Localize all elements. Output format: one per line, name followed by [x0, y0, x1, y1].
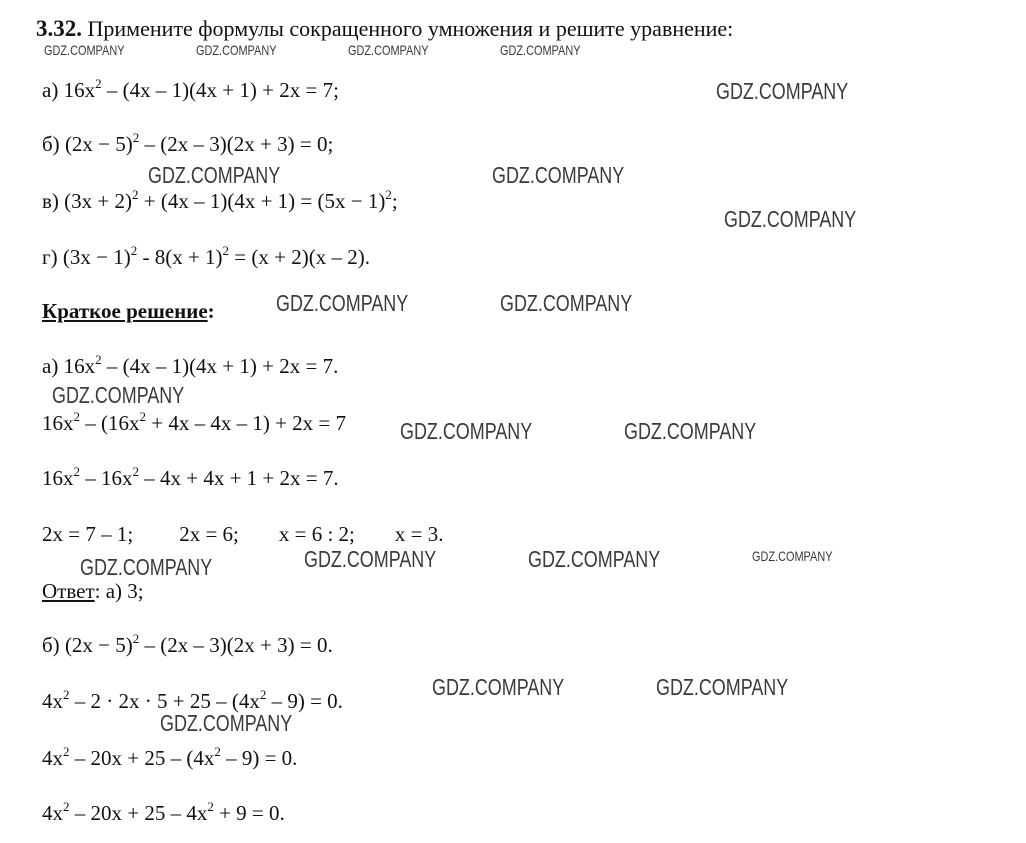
exponent: 2: [214, 744, 221, 759]
exponent: 2: [130, 243, 138, 258]
watermark: GDZ.COMPANY: [724, 206, 857, 232]
heading-text: Краткое решение: [42, 299, 208, 323]
solution-heading: [42, 298, 215, 324]
exponent: 2: [73, 409, 80, 424]
item-label: а): [42, 78, 59, 102]
exponent: 2: [207, 799, 214, 814]
eq-part: 4x: [42, 801, 63, 825]
eq-part: = (x + 2)(x – 2).: [229, 245, 370, 269]
answer-line: [42, 578, 144, 604]
item-label: г): [42, 245, 58, 269]
task-a: [42, 77, 339, 103]
eq-part: 4x: [42, 746, 63, 770]
eq-part: 2x = 6;: [179, 522, 239, 546]
eq-part: 2x = 7 – 1;: [42, 522, 134, 546]
watermark: GDZ.COMPANY: [752, 548, 833, 564]
exponent: 2: [73, 464, 80, 479]
task-g: [42, 244, 370, 270]
exponent: 2: [132, 631, 140, 646]
eq-part: (2x − 5): [64, 132, 133, 156]
eq-part: – (2x – 3)(2x + 3) = 0;: [139, 132, 334, 156]
watermark: GDZ.COMPANY: [348, 42, 429, 58]
eq-part: – (2x – 3)(2x + 3) = 0.: [139, 633, 333, 657]
solution-a-line-2: [42, 465, 339, 491]
watermark: GDZ.COMPANY: [500, 290, 633, 316]
item-label: в): [42, 189, 59, 213]
eq-part: - 8(x + 1): [137, 245, 223, 269]
watermark: GDZ.COMPANY: [716, 78, 849, 104]
answer-label: Ответ: [42, 579, 95, 603]
exponent: 2: [63, 687, 70, 702]
eq-part: – 9) = 0.: [220, 746, 298, 770]
watermark: GDZ.COMPANY: [528, 546, 661, 572]
watermark: GDZ.COMPANY: [52, 382, 185, 408]
eq-part: – 2 · 2x · 5 + 25 – (4x: [69, 689, 260, 713]
watermark: GDZ.COMPANY: [44, 42, 125, 58]
watermark: GDZ.COMPANY: [304, 546, 437, 572]
heading-colon: :: [207, 299, 215, 323]
exponent: 2: [95, 76, 102, 91]
answer-text: : а) 3;: [94, 579, 144, 603]
watermark: GDZ.COMPANY: [276, 290, 409, 316]
watermark: GDZ.COMPANY: [196, 42, 277, 58]
task-b: [42, 131, 333, 157]
exponent: 2: [63, 799, 70, 814]
solution-b-line-3: [42, 800, 285, 826]
solution-a-line-1: [42, 410, 346, 436]
solution-b-line-2: [42, 745, 297, 771]
eq-part: – 16x: [80, 466, 133, 490]
eq-part: – (4x – 1)(4x + 1) + 2x = 7.: [101, 354, 339, 378]
eq-part: (2x − 5): [64, 633, 133, 657]
exponent: 2: [132, 130, 140, 145]
watermark: GDZ.COMPANY: [148, 162, 281, 188]
eq-part: – (4x – 1)(4x + 1) + 2x = 7;: [101, 78, 339, 102]
solution-a-line-3: [42, 521, 443, 547]
eq-part: + 9 = 0.: [213, 801, 285, 825]
exponent: 2: [132, 187, 139, 202]
eq-part: – 20x + 25 – 4x: [69, 801, 208, 825]
exponent: 2: [95, 352, 102, 367]
solution-b-line-0: [42, 632, 333, 658]
exponent: 2: [139, 409, 146, 424]
eq-part: 16x: [42, 466, 74, 490]
eq-part: x = 6 : 2;: [278, 522, 355, 546]
task-title: [36, 16, 733, 42]
solution-a-line-0: [42, 353, 338, 379]
watermark: GDZ.COMPANY: [400, 418, 533, 444]
exponent: 2: [63, 744, 70, 759]
eq-part: 16x: [63, 78, 96, 102]
eq-part: 4x: [42, 689, 63, 713]
eq-part: – 4x + 4x + 1 + 2x = 7.: [139, 466, 339, 490]
watermark: GDZ.COMPANY: [500, 42, 581, 58]
exponent: 2: [222, 243, 230, 258]
item-label: а): [42, 354, 59, 378]
eq-part: – 9) = 0.: [266, 689, 343, 713]
eq-part: 16x: [42, 411, 74, 435]
exponent: 2: [132, 464, 139, 479]
task-text: Примените формулы сокращенного умножения и решите уравнение:: [87, 16, 734, 41]
watermark: GDZ.COMPANY: [492, 162, 625, 188]
exponent: 2: [385, 187, 392, 202]
item-label: б): [42, 132, 60, 156]
eq-part: – (16x: [80, 411, 140, 435]
task-v: [42, 188, 398, 214]
eq-part: (3x + 2): [64, 189, 133, 213]
task-number: 3.32.: [36, 16, 82, 41]
eq-part: (3x − 1): [62, 245, 131, 269]
eq-part: – 20x + 25 – (4x: [69, 746, 215, 770]
eq-part: + (4x – 1)(4x + 1) = (5x − 1): [138, 189, 386, 213]
watermark: GDZ.COMPANY: [160, 710, 293, 736]
eq-part: + 4x – 4x – 1) + 2x = 7: [146, 411, 347, 435]
eq-part: 16x: [63, 354, 96, 378]
watermark: GDZ.COMPANY: [432, 674, 565, 700]
item-label: б): [42, 633, 60, 657]
watermark: GDZ.COMPANY: [656, 674, 789, 700]
exponent: 2: [259, 687, 267, 702]
watermark: GDZ.COMPANY: [624, 418, 757, 444]
eq-part: ;: [391, 189, 398, 213]
eq-part: x = 3.: [394, 522, 444, 546]
watermark: GDZ.COMPANY: [80, 554, 213, 580]
